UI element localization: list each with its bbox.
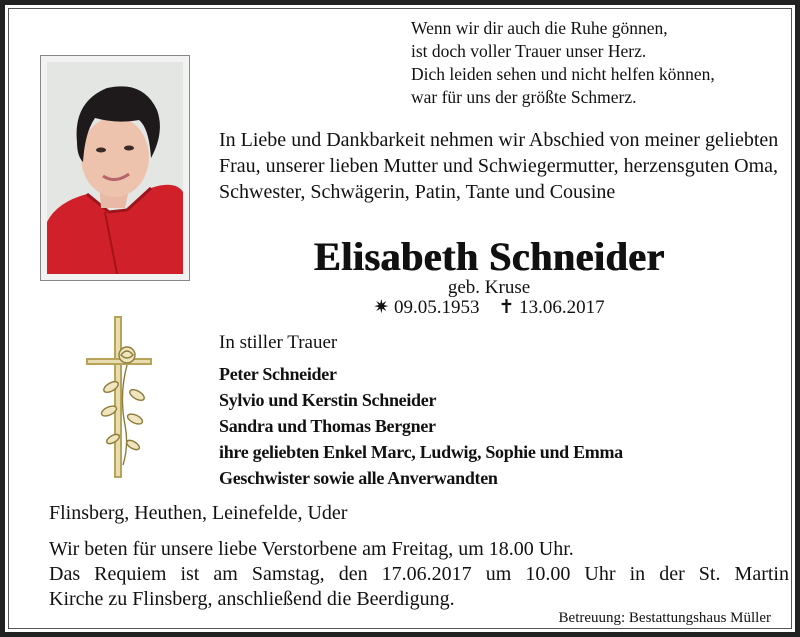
portrait-photo	[47, 62, 183, 274]
birth-date: 09.05.1953	[394, 297, 480, 318]
service-line: Kirche zu Flinsberg, anschließend die Beerdigung.	[49, 588, 455, 610]
portrait-frame	[40, 55, 190, 281]
poem-line: war für uns der größte Schmerz.	[411, 87, 637, 107]
mourner: Geschwister sowie alle Anverwandten	[219, 468, 498, 488]
poem-line: Wenn wir dir auch die Ruhe gönnen,	[411, 18, 668, 38]
service-info	[49, 537, 789, 612]
service-line: Wir beten für unsere liebe Verstorbene am Freitag, um 18.00 Uhr.	[49, 538, 574, 560]
mourners-list	[219, 361, 779, 491]
intro-text: In Liebe und Dankbarkeit nehmen wir Abschied von meiner geliebten Frau, unserer lieben Mutter und Schwiegermutter, herzensguten Oma, Schwester, Schwägerin, Patin, Tante und Cousine	[219, 129, 779, 203]
mourner: Sylvio und Kerstin Schneider	[219, 390, 437, 410]
poem	[411, 17, 791, 109]
poem-line: ist doch voller Trauer unser Herz.	[411, 41, 647, 61]
mourner: Peter Schneider	[219, 364, 337, 384]
deceased-name: Elisabeth Schneider	[313, 234, 665, 279]
portrait-illustration	[47, 62, 183, 274]
service-line: Das Requiem ist am Samstag, den 17.06.2017 um 10.00 Uhr in der St. Martin	[49, 563, 789, 585]
life-dates	[219, 297, 759, 319]
birth-star-icon: ✷	[373, 297, 390, 318]
mourner: Sandra und Thomas Bergner	[219, 416, 436, 436]
death-cross-icon: ✝	[498, 297, 515, 318]
poem-line: Dich leiden sehen und nicht helfen können,	[411, 64, 715, 84]
death-date: 13.06.2017	[519, 297, 605, 318]
places-line: Flinsberg, Heuthen, Leinefelde, Uder	[49, 502, 348, 524]
mourner: ihre geliebten Enkel Marc, Ludwig, Sophie und Emma	[219, 442, 623, 462]
maiden-name: geb. Kruse	[447, 277, 531, 298]
mourning-heading: In stiller Trauer	[219, 332, 338, 353]
funeral-home-credit: Betreuung: Bestattungshaus Müller	[558, 610, 771, 626]
rose-cross-icon	[83, 315, 155, 480]
